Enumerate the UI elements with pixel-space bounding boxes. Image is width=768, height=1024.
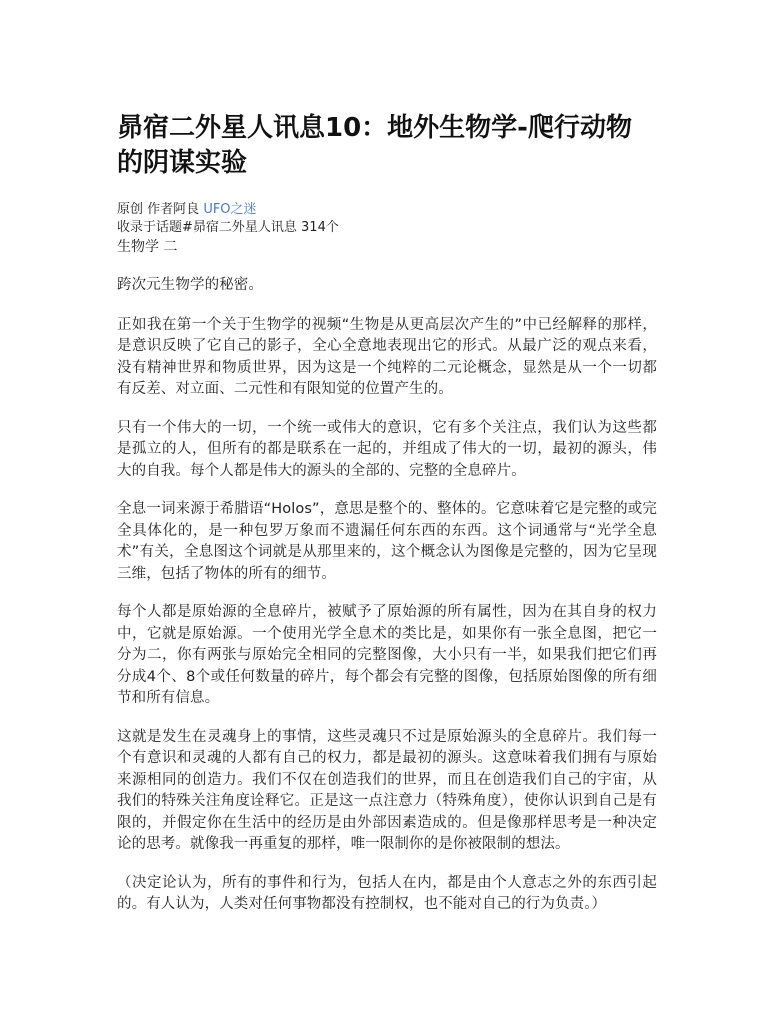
author-name: 作者阿良 [147, 202, 200, 217]
paragraph: 跨次元生物学的秘密。 [117, 277, 263, 293]
original-badge: 原创 [117, 202, 144, 217]
paragraph: 每个人都是原始源的全息碎片，被赋予了原始源的所有属性，因为在其自身的权力中，它就是原始源。一个使用光学全息术的类比是，如果你有一张全息图，把它一分为二，你有两张与原始完全相同的完整图像，大小只有一半，如果我们把它们再分成4个、8个或任何数量的碎片，每个都会有完整的图像，包括原始图像的所有细节和所有信息。 [117, 604, 657, 706]
tag-line: 生物学 二 [117, 239, 178, 255]
paragraph: （决定论认为，所有的事件和行为，包括人在内，都是由个人意志之外的东西引起的。有人认为，人类对任何事物都没有控制权，也不能对自己的行为负责。） [117, 874, 657, 912]
article-meta [117, 201, 657, 219]
paragraph: 只有一个伟大的一切，一个统一或伟大的意识，它有多个关注点，我们认为这些都是孤立的人，但所有的都是联系在一起的，并组成了伟大的一切，最初的源头，伟大的自我。每个人都是伟大的源头的全部的、完整的全息碎片。 [117, 419, 657, 479]
paragraph: 正如我在第一个关于生物学的视频“生物是从更高层次产生的”中已经解释的那样，是意识反映了它自己的影子，全心全意地表现出它的形式。从最广泛的观点来看，没有精神世界和物质世界，因为这是一个纯粹的二元论概念，显然是从一个一切都有反差、对立面、二元性和有限知觉的位置产生的。 [117, 316, 657, 397]
paragraph: 全息一词来源于希腊语“Holos”，意思是整个的、整体的。它意味着它是完整的或完全具体化的，是一种包罗万象而不遗漏任何东西的东西。这个词通常与“光学全息术”有关，全息图这个词就是从那里来的，这个概念认为图像是完整的，因为它呈现三维，包括了物体的所有的细节。 [117, 501, 657, 582]
article-title: 昴宿二外星人讯息10：地外生物学-爬行动物的阴谋实验 [117, 113, 632, 178]
paragraph: 这就是发生在灵魂身上的事情，这些灵魂只不过是原始源头的全息碎片。我们每一个有意识和灵魂的人都有自己的权力，都是最初的源头。这意味着我们拥有与原始来源相同的创造力。我们不仅在创造我们的世界，而且在创造我们自己的宇宙，从我们的特殊关注角度诠释它。正是这一点注意力（特殊角度），使你认识到自己是有限的，并假定你在生活中的经历是由外部因素造成的。但是像那样思考是一种决定论的思考。就像我一再重复的那样，唯一限制你的是你被限制的想法。 [117, 728, 657, 852]
article [117, 111, 657, 933]
column-link[interactable]: UFO之迷 [203, 202, 257, 217]
collection-line[interactable]: 收录于话题#昴宿二外星人讯息 314个 [117, 220, 339, 235]
